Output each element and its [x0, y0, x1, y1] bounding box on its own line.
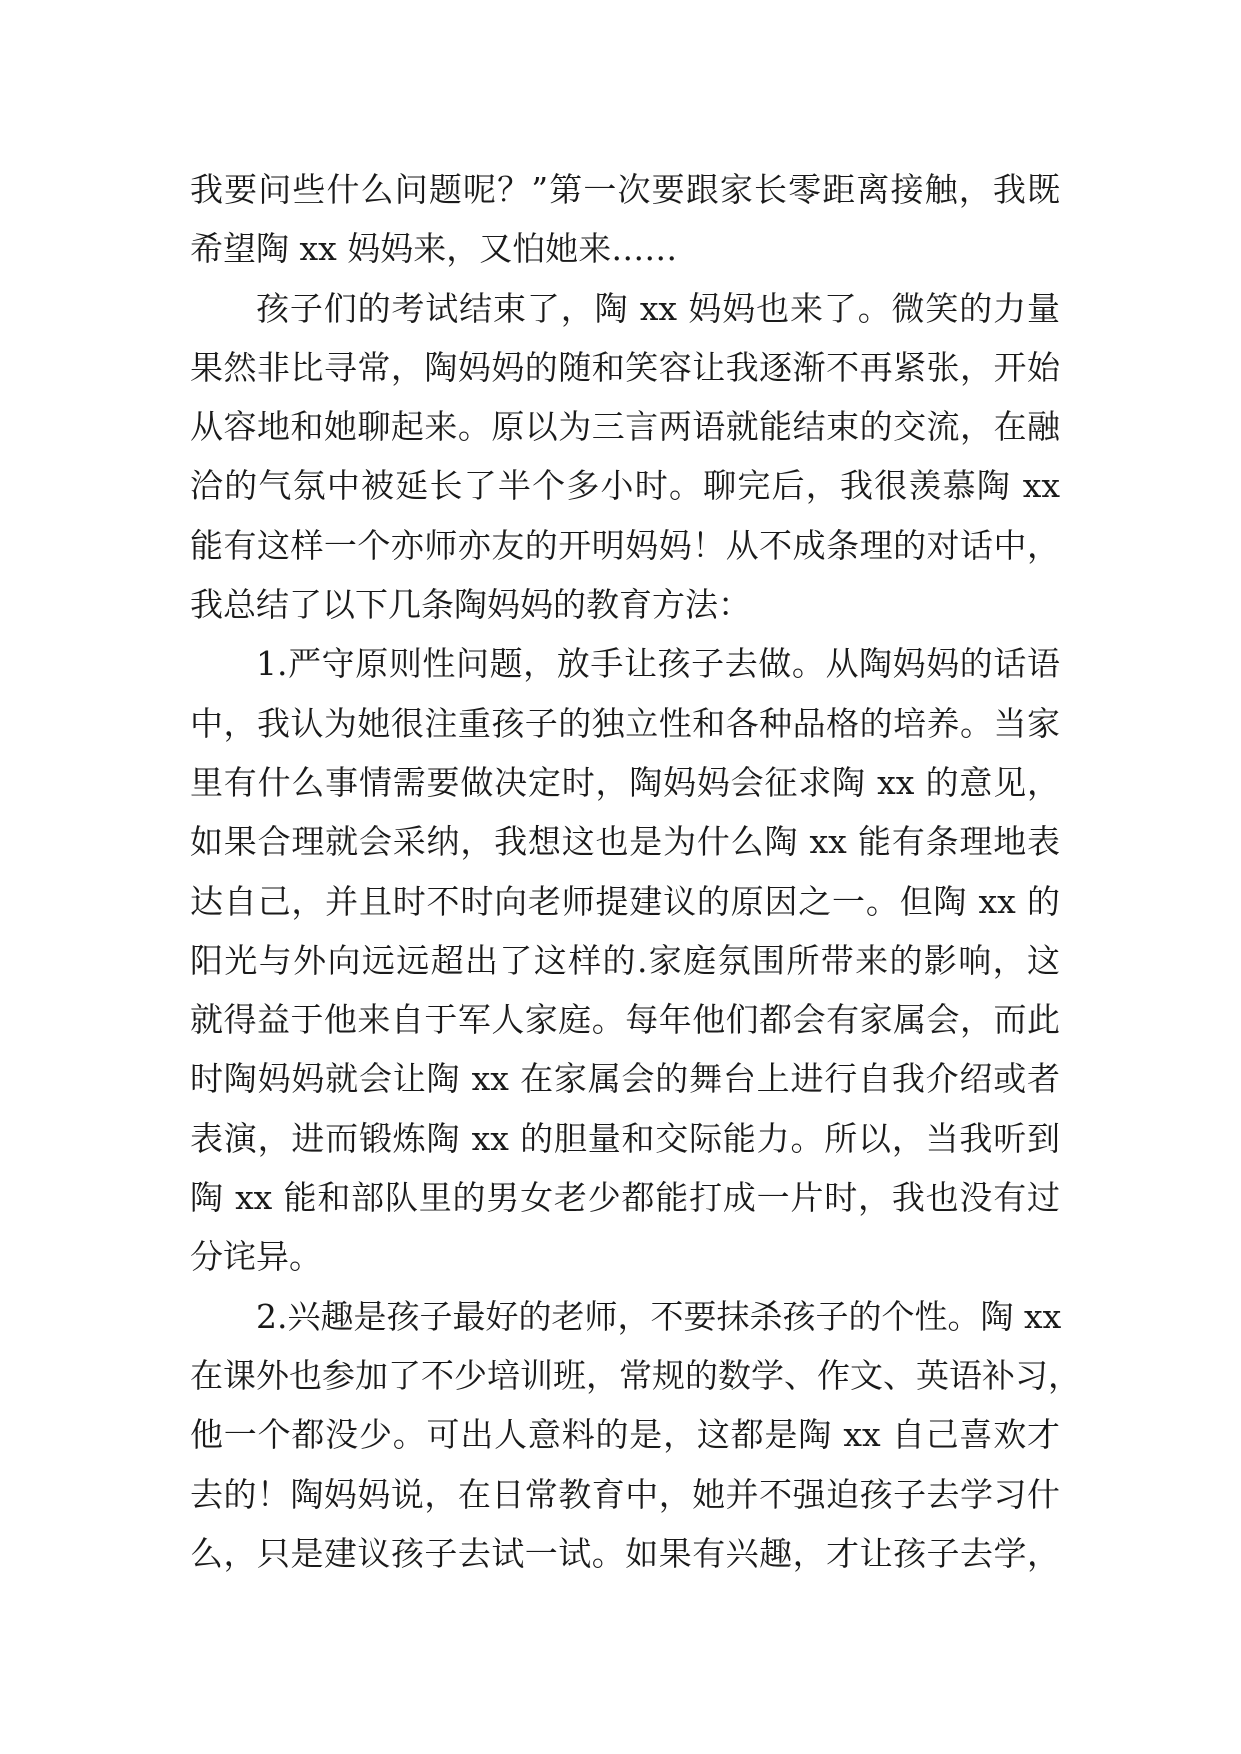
text-line: 么，只是建议孩子去试一试。如果有兴趣，才让孩子去学， [190, 1533, 1060, 1573]
body-text [190, 160, 1081, 1583]
text-line: 果然非比寻常，陶妈妈的随和笑容让我逐渐不再紧张，开始 [190, 347, 1060, 387]
text-line: 1.严守原则性问题，放手让孩子去做。从陶妈妈的话语 [256, 644, 1060, 684]
text-line: 我要问些什么问题呢？”第一次要跟家长零距离接触，我既 [190, 170, 1060, 209]
text-line: 就得益于他来自于军人家庭。每年他们都会有家属会，而此 [190, 1000, 1060, 1040]
text-line: 希望陶 xx 妈妈来，又怕她来…… [190, 229, 678, 269]
text-line: 在课外也参加了不少培训班，常规的数学、作文、英语补习， [190, 1355, 1081, 1395]
text-line: 分诧异。 [190, 1237, 322, 1277]
text-line: 孩子们的考试结束了，陶 xx 妈妈也来了。微笑的力量 [256, 288, 1060, 328]
text-line: 里有什么事情需要做决定时，陶妈妈会征求陶 xx 的意见， [190, 762, 1060, 802]
text-line: 阳光与外向远远超出了这样的.家庭氛围所带来的影响，这 [190, 940, 1060, 980]
text-line: 中，我认为她很注重孩子的独立性和各种品格的培养。当家 [190, 703, 1060, 743]
text-line: 我总结了以下几条陶妈妈的教育方法： [190, 585, 751, 625]
text-line: 2.兴趣是孩子最好的老师，不要抹杀孩子的个性。陶 xx [256, 1296, 1062, 1336]
text-line: 洽的气氛中被延长了半个多小时。聊完后，我很羡慕陶 xx [190, 466, 1060, 506]
text-line: 达自己，并且时不时向老师提建议的原因之一。但陶 xx 的 [190, 881, 1060, 921]
text-line: 如果合理就会采纳，我想这也是为什么陶 xx 能有条理地表 [190, 822, 1060, 862]
text-line: 能有这样一个亦师亦友的开明妈妈！从不成条理的对话中， [190, 525, 1060, 565]
text-line: 从容地和她聊起来。原以为三言两语就能结束的交流，在融 [190, 407, 1060, 447]
text-line: 表演，进而锻炼陶 xx 的胆量和交际能力。所以，当我听到 [190, 1118, 1060, 1158]
text-line: 他一个都没少。可出人意料的是，这都是陶 xx 自己喜欢才 [190, 1415, 1060, 1455]
text-line: 去的！陶妈妈说，在日常教育中，她并不强迫孩子去学习什 [190, 1474, 1060, 1514]
text-line: 陶 xx 能和部队里的男女老少都能打成一片时，我也没有过 [190, 1178, 1060, 1218]
text-line: 时陶妈妈就会让陶 xx 在家属会的舞台上进行自我介绍或者 [190, 1059, 1060, 1099]
